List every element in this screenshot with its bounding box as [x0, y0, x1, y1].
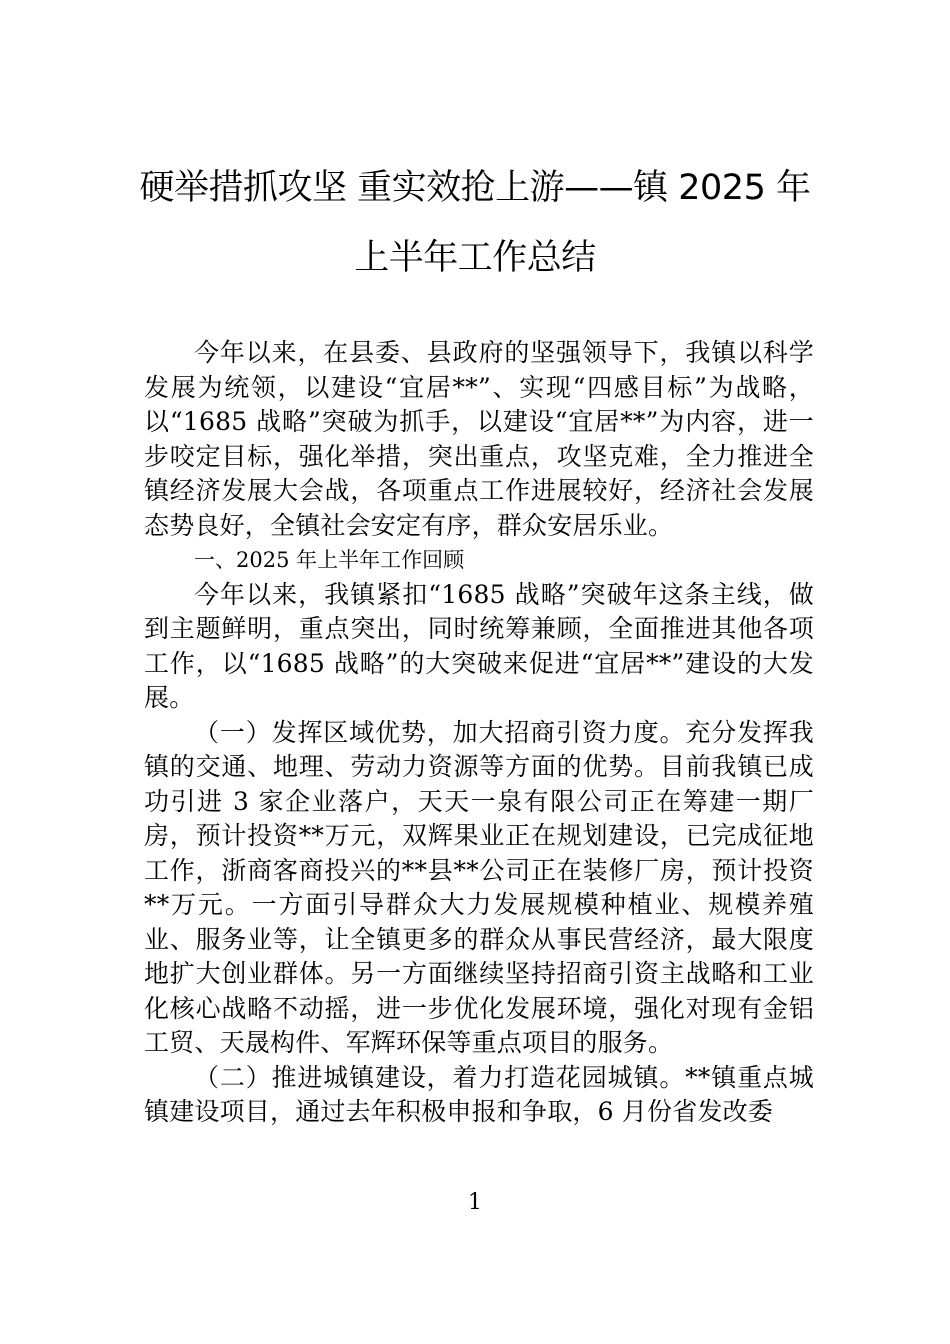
title-line-2: 上半年工作总结 [354, 238, 596, 278]
section-heading: 一、2025 年上半年工作回顾 [194, 548, 465, 572]
document-title [110, 168, 840, 308]
intro-paragraph: 今年以来，在县委、县政府的坚强领导下，我镇以科学发展为统领，以建设“宜居**”、实现“四感目标”为战略，以“1685 战略”突破为抓手，以建设“宜居**”为内容，进一步咬定目标，强化举措，突出重点，攻坚克难，全力推进全镇经济发展大会战，各项重点工作进展较好，经济社会发展态势良好，全镇社会安定有序，群众安居乐业。 [144, 338, 814, 540]
title-line-1: 硬举措抓攻坚 重实效抢上游——镇 2025 年 [139, 168, 811, 208]
document-body [144, 336, 814, 1130]
review-paragraph: 今年以来，我镇紧扣“1685 战略”突破年这条主线，做到主题鲜明，重点突出，同时统筹兼顾，全面推进其他各项工作，以“1685 战略”的大突破来促进“宜居**”建设的大发展。 [144, 579, 814, 712]
page-number: 1 [468, 1190, 482, 1215]
town-construction-paragraph: （二）推进城镇建设，着力打造花园城镇。**镇重点城镇建设项目，通过去年积极申报和争取，6 月份省发改委 [144, 1062, 814, 1126]
investment-paragraph: （一）发挥区域优势，加大招商引资力度。充分发挥我镇的交通、地理、劳动力资源等方面的优势。目前我镇已成功引进 3 家企业落户，天天一泉有限公司正在筹建一期厂房，预计投资**万元，双辉果业正在规划建设，已完成征地工作，浙商客商投兴的**县**公司正在装修厂房，预计投资**万元。一方面引导群众大力发展规模种植业、规模养殖业、服务业等，让全镇更多的群众从事民营经济，最大限度地扩大创业群体。另一方面继续坚持招商引资主战略和工业化核心战略不动摇，进一步优化发展环境，强化对现有金铝工贸、天晟构件、军辉环保等重点项目的服务。 [144, 717, 814, 1057]
